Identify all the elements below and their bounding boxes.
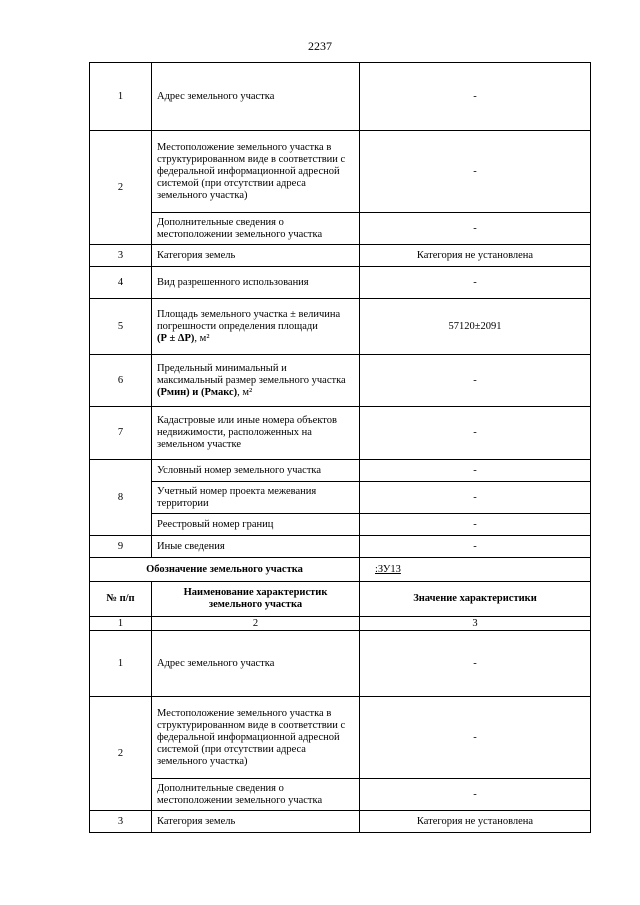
designation-value-cell: [360, 558, 591, 582]
row-number: 8: [90, 460, 152, 536]
characteristic-value: -: [360, 460, 591, 482]
characteristic-value: -: [360, 407, 591, 460]
characteristic-value: -: [360, 536, 591, 558]
designation-label: Обозначение земельного участка: [90, 558, 360, 582]
characteristic-name: Дополнительные сведения о местоположении земельного участка: [152, 213, 360, 245]
characteristic-value: -: [360, 631, 591, 697]
row-number: 2: [90, 131, 152, 245]
row-number: 3: [90, 811, 152, 833]
row-number: 6: [90, 355, 152, 407]
row-number: 5: [90, 299, 152, 355]
page-number: 2237: [308, 39, 332, 53]
header-row: [90, 582, 591, 617]
name-formula: (Р ± ΔР): [157, 332, 195, 344]
characteristic-value: 57120±2091: [360, 299, 591, 355]
row-number: 4: [90, 267, 152, 299]
table-row: [90, 407, 591, 460]
characteristic-value: -: [360, 267, 591, 299]
characteristic-name: [152, 355, 360, 407]
characteristic-name: Вид разрешенного использования: [152, 267, 360, 299]
table-row: [90, 267, 591, 299]
header-name: Наименование характеристик земельного участка: [152, 582, 360, 617]
table-row: [90, 536, 591, 558]
row-number: 3: [90, 245, 152, 267]
table-row: [90, 514, 591, 536]
characteristic-value: -: [360, 63, 591, 131]
characteristic-name: Местоположение земельного участка в структурированном виде в соответствии с федеральной информационной адресной системой (при отсутствии адреса земельного участка): [152, 131, 360, 213]
designation-row: [90, 558, 591, 582]
characteristic-value: -: [360, 514, 591, 536]
table-row: [90, 245, 591, 267]
table-row: [90, 213, 591, 245]
characteristic-name: Реестровый номер границ: [152, 514, 360, 536]
characteristic-name: Категория земель: [152, 811, 360, 833]
characteristic-name: Кадастровые или иные номера объектов недвижимости, расположенных на земельном участке: [152, 407, 360, 460]
name-formula: (Рмин) и (Рмакс): [157, 386, 238, 398]
row-number: 9: [90, 536, 152, 558]
name-text: Площадь земельного участка ± величина погрешности определения площади: [157, 308, 341, 332]
col-number-1: 1: [90, 617, 152, 631]
header-value: Значение характеристики: [360, 582, 591, 617]
characteristic-name: Категория земель: [152, 245, 360, 267]
characteristic-value: Категория не установлена: [360, 245, 591, 267]
characteristic-value: -: [360, 213, 591, 245]
row-number: 2: [90, 697, 152, 811]
table-row: [90, 779, 591, 811]
table-row: [90, 355, 591, 407]
characteristic-name: Местоположение земельного участка в структурированном виде в соответствии с федеральной информационной адресной системой (при отсутствии адреса земельного участка): [152, 697, 360, 779]
table-row: [90, 63, 591, 131]
characteristic-value: Категория не установлена: [360, 811, 591, 833]
table-row: [90, 131, 591, 213]
characteristic-value: -: [360, 131, 591, 213]
table-row: [90, 482, 591, 514]
col-number-2: 2: [152, 617, 360, 631]
designation-value: :ЗУ13: [375, 563, 401, 575]
table-row: [90, 631, 591, 697]
row-number: 1: [90, 631, 152, 697]
characteristic-value: -: [360, 355, 591, 407]
name-unit: , м²: [237, 386, 253, 398]
row-number: 1: [90, 63, 152, 131]
characteristic-value: -: [360, 482, 591, 514]
characteristic-name: Адрес земельного участка: [152, 63, 360, 131]
table-row: [90, 299, 591, 355]
land-plot-table: [89, 62, 591, 833]
characteristic-name: Дополнительные сведения о местоположении земельного участка: [152, 779, 360, 811]
characteristic-name: Иные сведения: [152, 536, 360, 558]
header-num: № п/п: [90, 582, 152, 617]
col-number-3: 3: [360, 617, 591, 631]
characteristic-name: Адрес земельного участка: [152, 631, 360, 697]
characteristic-name: [152, 299, 360, 355]
name-text: Предельный минимальный и максимальный размер земельного участка: [157, 362, 346, 386]
table-row: [90, 811, 591, 833]
table-row: [90, 460, 591, 482]
characteristic-name: Условный номер земельного участка: [152, 460, 360, 482]
characteristic-value: -: [360, 779, 591, 811]
name-unit: , м²: [194, 332, 210, 344]
table-row: [90, 697, 591, 779]
characteristic-value: -: [360, 697, 591, 779]
row-number: 7: [90, 407, 152, 460]
characteristic-name: Учетный номер проекта межевания территории: [152, 482, 360, 514]
column-numbers-row: [90, 617, 591, 631]
